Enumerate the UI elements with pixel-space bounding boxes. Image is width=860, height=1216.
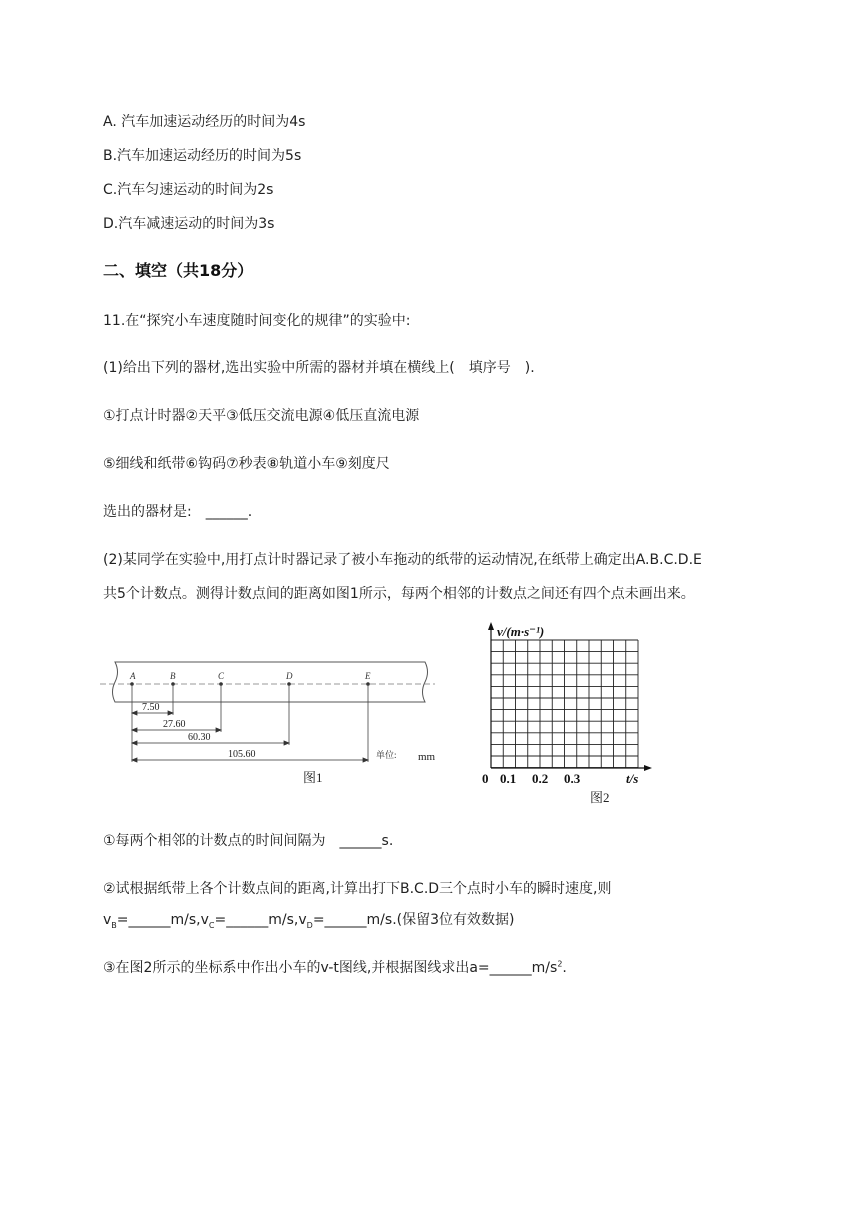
- option-a: A. 汽车加速运动经历的时间为4s: [103, 114, 306, 130]
- q11-sub3: [103, 957, 567, 977]
- option-c: C.汽车匀速运动的时间为2s: [103, 182, 274, 198]
- option-b: B.汽车加速运动经历的时间为5s: [103, 148, 302, 164]
- vd-subscript: D: [306, 920, 313, 930]
- x-tick-0: 0: [482, 771, 489, 786]
- unit-value: mm: [418, 751, 435, 763]
- point-label-c: C: [218, 671, 225, 681]
- vc-blank: =______m/s,v: [214, 912, 307, 928]
- figure-1-paper-tape: [100, 650, 435, 790]
- q11-intro: 11.在“探究小车速度随时间变化的规律”的实验中:: [103, 313, 411, 329]
- q11-part2-line1: (2)某同学在实验中,用打点计时器记录了被小车拖动的纸带的运动情况,在纸带上确定出A.B.C.D.E: [103, 552, 702, 568]
- vb-symbol: v: [103, 912, 112, 928]
- x-tick-2: 0.2: [532, 771, 549, 786]
- q11-sub2-line2: [103, 909, 514, 930]
- q11-part1: (1)给出下列的器材,选出实验中所需的器材并填在横线上( 填序号 ).: [103, 360, 535, 376]
- distance-ab: 7.50: [142, 702, 160, 713]
- sub3-superscript: 2: [557, 959, 563, 969]
- q11-chosen-label: 选出的器材是: ______.: [103, 504, 253, 520]
- section-heading: 二、填空（共18分）: [103, 261, 254, 280]
- x-axis-label: t/s: [626, 771, 639, 786]
- point-label-e: E: [365, 671, 371, 681]
- figure-2-vt-grid: [476, 620, 656, 810]
- vd-blank: =______m/s.(保留3位有效数据): [312, 912, 515, 928]
- sub3-text: ③在图2所示的坐标系中作出小车的v-t图线,并根据图线求出a=______m/s: [103, 960, 558, 976]
- vb-subscript: B: [111, 920, 117, 930]
- y-axis-label: v/(m·s⁻¹): [497, 624, 545, 639]
- q11-sub2-line1: ②试根据纸带上各个计数点间的距离,计算出打下B.C.D三个点时小车的瞬时速度,则: [103, 881, 612, 897]
- distance-ad: 60.30: [188, 732, 211, 743]
- point-label-d: D: [286, 671, 293, 681]
- q11-sub1: ①每两个相邻的计数点的时间间隔为 ______s.: [103, 833, 394, 849]
- x-tick-1: 0.1: [500, 771, 517, 786]
- unit-label: 单位:: [376, 750, 397, 760]
- q11-equipment-line1: ①打点计时器②天平③低压交流电源④低压直流电源: [103, 408, 420, 424]
- point-label-b: B: [170, 671, 176, 681]
- distance-ac: 27.60: [163, 719, 186, 730]
- sub3-end: .: [562, 960, 567, 976]
- option-d: D.汽车减速运动的时间为3s: [103, 216, 275, 232]
- figure-2-caption: 图2: [590, 790, 610, 805]
- distance-ae: 105.60: [228, 749, 256, 760]
- figure-1-caption: 图1: [303, 770, 323, 785]
- point-label-a: A: [130, 671, 136, 681]
- q11-equipment-line2: ⑤细线和纸带⑥钩码⑦秒表⑧轨道小车⑨刻度尺: [103, 456, 390, 472]
- vc-subscript: C: [208, 920, 215, 930]
- q11-part2-line2: 共5个计数点。测得计数点间的距离如图1所示，每两个相邻的计数点之间还有四个点未画出来。: [103, 586, 695, 602]
- x-tick-3: 0.3: [564, 771, 581, 786]
- vb-blank: =______m/s,v: [116, 912, 209, 928]
